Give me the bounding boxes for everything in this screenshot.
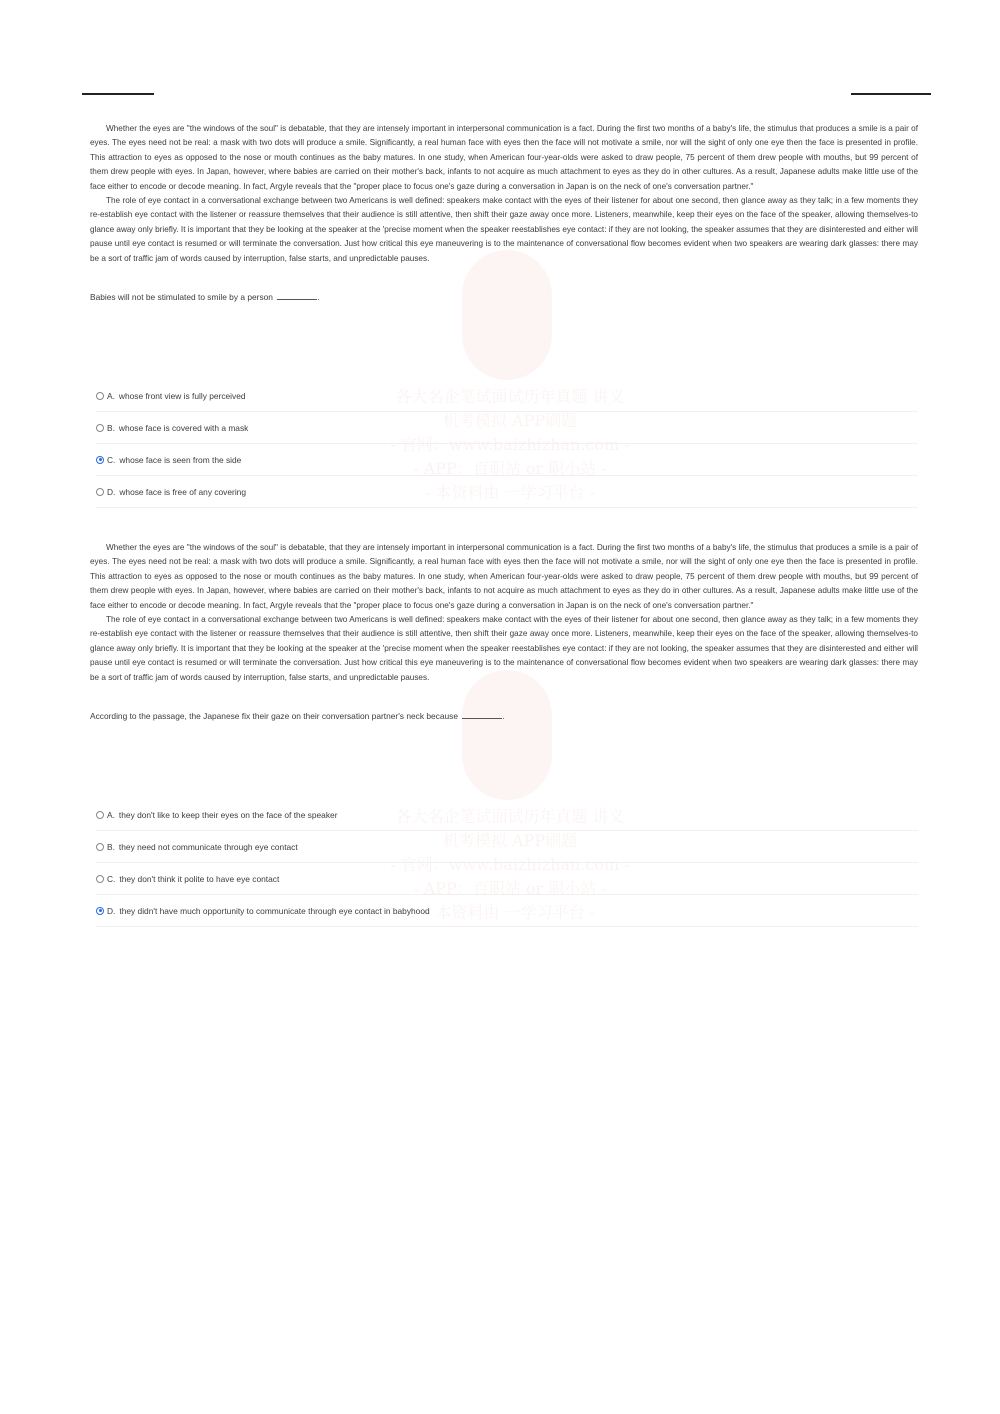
option-b[interactable]: B. they need not communicate through eye contact <box>96 831 918 863</box>
question-prompt: Babies will not be stimulated to smile by a person . <box>90 292 320 302</box>
option-a[interactable]: A. whose front view is fully perceived <box>96 380 918 412</box>
option-d[interactable]: D. whose face is free of any covering <box>96 476 918 508</box>
radio-icon[interactable] <box>96 843 104 851</box>
answer-blank <box>462 718 502 719</box>
option-c[interactable]: C. they don't think it polite to have eye contact <box>96 863 918 895</box>
radio-icon[interactable] <box>96 488 104 496</box>
radio-icon[interactable] <box>96 392 104 400</box>
option-a[interactable]: A. they don't like to keep their eyes on the face of the speaker <box>96 799 918 831</box>
options-list <box>96 380 918 508</box>
option-b[interactable]: B. whose face is covered with a mask <box>96 412 918 444</box>
options-list <box>96 799 918 927</box>
watermark-seal <box>462 250 552 380</box>
option-c[interactable]: C. whose face is seen from the side <box>96 444 918 476</box>
reading-passage <box>90 541 918 685</box>
header-rule-left <box>82 93 154 95</box>
radio-selected-icon[interactable] <box>96 456 104 464</box>
radio-icon[interactable] <box>96 424 104 432</box>
answer-blank <box>277 299 317 300</box>
passage-paragraph-2: The role of eye contact in a conversational exchange between two Americans is well defined: speakers make contact with the eyes of their listener for about one second, then glance away as they talk; in a few moments they re-establish eye contact with the listener or reassure themselves that their audience is still attentive, then shift their gaze away once more. Listeners, meanwhile, keep their eyes on the face of the speaker, allowing themselves-to glance away only briefly. It is important that they be looking at the speaker at the 'precise moment when the speaker reestablishes eye contact: if they are not looking, the speaker assumes that they are disinterested and either will pause until eye contact is resumed or will terminate the conversation. Just how critical this eye maneuvering is to the maintenance of conversational flow becomes evident when two speakers are wearing dark glasses: there may be a sort of traffic jam of words caused by interruption, false starts, and unpredictable pauses. <box>90 615 918 682</box>
passage-paragraph-1: Whether the eyes are "the windows of the soul" is debatable, that they are intensely important in interpersonal communication is a fact. During the first two months of a baby's life, the stimulus that produces a smile is a pair of eyes. The eyes need not be real: a mask with two dots will produce a smile. Significantly, a real human face with eyes then the face will not motivate a smile, nor will the sight of only one eye then the face is presented in profile. This attraction to eyes as opposed to the nose or mouth continues as the baby matures. In one study, when American four-year-olds were asked to draw people, 75 percent of them drew people with mouths, but 99 percent of them drew people with eyes. In Japan, however, where babies are carried on their mother's back, infants to not acquire as much attachment to eyes as they do in other cultures. As a result, Japanese adults make little use of the face either to encode or decode meaning. In fact, Argyle reveals that the "proper place to focus one's gaze during a conversation in Japan is on the neck of one's conversation partner." <box>90 124 918 191</box>
radio-icon[interactable] <box>96 875 104 883</box>
radio-selected-icon[interactable] <box>96 907 104 915</box>
question-prompt: According to the passage, the Japanese fix their gaze on their conversation partner's neck because . <box>90 711 505 721</box>
header-rule-right <box>851 93 931 95</box>
passage-paragraph-2: The role of eye contact in a conversational exchange between two Americans is well defined: speakers make contact with the eyes of their listener for about one second, then glance away as they talk; in a few moments they re-establish eye contact with the listener or reassure themselves that their audience is still attentive, then shift their gaze away once more. Listeners, meanwhile, keep their eyes on the face of the speaker, allowing themselves-to glance away only briefly. It is important that they be looking at the speaker at the 'precise moment when the speaker reestablishes eye contact: if they are not looking, the speaker assumes that they are disinterested and either will pause until eye contact is resumed or will terminate the conversation. Just how critical this eye maneuvering is to the maintenance of conversational flow becomes evident when two speakers are wearing dark glasses: there may be a sort of traffic jam of words caused by interruption, false starts, and unpredictable pauses. <box>90 196 918 263</box>
watermark-text: 各大名企笔试面试历年真题 讲义 机考模拟 APP刷题 - 官网：www.baizhizhan.com - - APP：百职站 or 职小站 - - 本资料由 一学习平台 - <box>390 807 630 922</box>
reading-passage <box>90 122 918 266</box>
radio-icon[interactable] <box>96 811 104 819</box>
passage-paragraph-1: Whether the eyes are "the windows of the soul" is debatable, that they are intensely important in interpersonal communication is a fact. During the first two months of a baby's life, the stimulus that produces a smile is a pair of eyes. The eyes need not be real: a mask with two dots will produce a smile. Significantly, a real human face with eyes then the face will not motivate a smile, nor will the sight of only one eye then the face is presented in profile. This attraction to eyes as opposed to the nose or mouth continues as the baby matures. In one study, when American four-year-olds were asked to draw people, 75 percent of them drew people with mouths, but 99 percent of them drew people with eyes. In Japan, however, where babies are carried on their mother's back, infants to not acquire as much attachment to eyes as they do in other cultures. As a result, Japanese adults make little use of the face either to encode or decode meaning. In fact, Argyle reveals that the "proper place to focus one's gaze during a conversation in Japan is on the neck of one's conversation partner." <box>90 543 918 610</box>
watermark-seal <box>462 670 552 800</box>
option-d[interactable]: D. they didn't have much opportunity to communicate through eye contact in babyhood <box>96 895 918 927</box>
watermark-text: 各大名企笔试面试历年真题 讲义 机考模拟 APP刷题 - 官网：www.baizhizhan.com - - APP：百职站 or 职小站 - - 本资料由 一学习平台 - <box>390 387 630 502</box>
